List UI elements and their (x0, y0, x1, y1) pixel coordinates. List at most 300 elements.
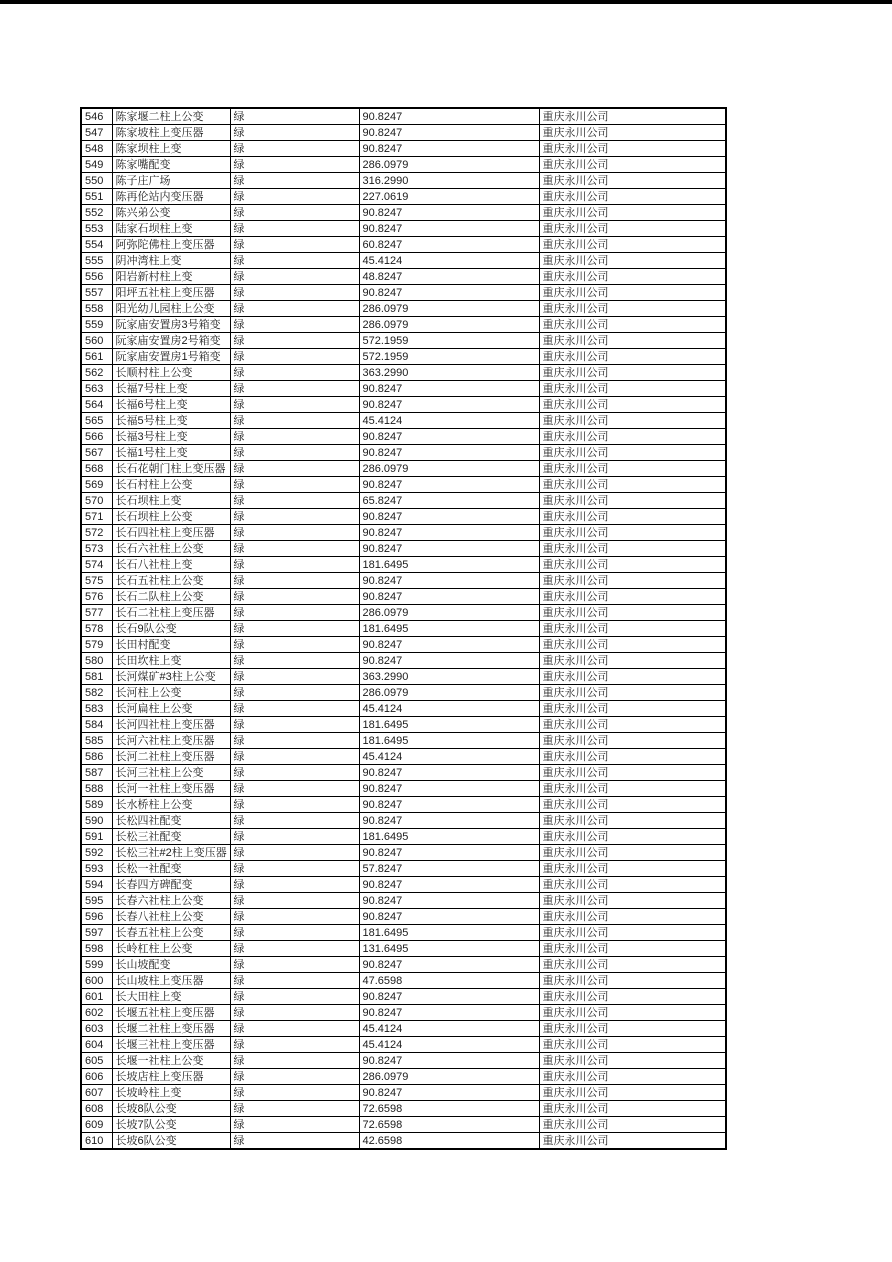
table-row (81, 733, 726, 749)
cell-device-name: 长石9队公变 (112, 621, 230, 637)
cell-status-green: 绿 (230, 1021, 359, 1037)
cell-status-green: 绿 (230, 733, 359, 749)
cell-row-number: 580 (81, 653, 112, 669)
cell-company: 重庆永川公司 (539, 237, 726, 253)
cell-company: 重庆永川公司 (539, 957, 726, 973)
table-row (81, 813, 726, 829)
cell-value: 90.8247 (359, 893, 539, 909)
cell-row-number: 600 (81, 973, 112, 989)
cell-company: 重庆永川公司 (539, 541, 726, 557)
table-row (81, 989, 726, 1005)
cell-value: 45.4124 (359, 413, 539, 429)
cell-status-green: 绿 (230, 813, 359, 829)
table-row (81, 909, 726, 925)
cell-device-name: 阳坪五社柱上变压器 (112, 285, 230, 301)
cell-value: 90.8247 (359, 797, 539, 813)
cell-company: 重庆永川公司 (539, 829, 726, 845)
cell-device-name: 长石村柱上公变 (112, 477, 230, 493)
cell-value: 90.8247 (359, 957, 539, 973)
cell-device-name: 阳岩新村柱上变 (112, 269, 230, 285)
cell-device-name: 长松四社配变 (112, 813, 230, 829)
cell-row-number: 609 (81, 1117, 112, 1133)
cell-status-green: 绿 (230, 1037, 359, 1053)
cell-device-name: 长水桥柱上公变 (112, 797, 230, 813)
cell-value: 286.0979 (359, 317, 539, 333)
cell-row-number: 555 (81, 253, 112, 269)
table-row (81, 477, 726, 493)
cell-company: 重庆永川公司 (539, 477, 726, 493)
cell-value: 316.2990 (359, 173, 539, 189)
cell-company: 重庆永川公司 (539, 941, 726, 957)
cell-value: 227.0619 (359, 189, 539, 205)
cell-device-name: 陈兴弟公变 (112, 205, 230, 221)
cell-value: 90.8247 (359, 813, 539, 829)
cell-status-green: 绿 (230, 557, 359, 573)
cell-company: 重庆永川公司 (539, 205, 726, 221)
cell-row-number: 574 (81, 557, 112, 573)
cell-value: 45.4124 (359, 1037, 539, 1053)
cell-company: 重庆永川公司 (539, 269, 726, 285)
cell-company: 重庆永川公司 (539, 301, 726, 317)
cell-row-number: 559 (81, 317, 112, 333)
cell-row-number: 603 (81, 1021, 112, 1037)
cell-status-green: 绿 (230, 829, 359, 845)
cell-value: 572.1959 (359, 333, 539, 349)
cell-status-green: 绿 (230, 509, 359, 525)
cell-value: 90.8247 (359, 125, 539, 141)
cell-value: 90.8247 (359, 108, 539, 125)
cell-value: 572.1959 (359, 349, 539, 365)
table-row (81, 669, 726, 685)
cell-device-name: 长堰三社柱上变压器 (112, 1037, 230, 1053)
cell-value: 90.8247 (359, 781, 539, 797)
cell-value: 90.8247 (359, 509, 539, 525)
cell-device-name: 长石六社柱上公变 (112, 541, 230, 557)
cell-value: 45.4124 (359, 1021, 539, 1037)
cell-company: 重庆永川公司 (539, 813, 726, 829)
cell-device-name: 陈家坡柱上变压器 (112, 125, 230, 141)
table-row (81, 333, 726, 349)
cell-row-number: 591 (81, 829, 112, 845)
cell-status-green: 绿 (230, 1005, 359, 1021)
table-row (81, 509, 726, 525)
cell-status-green: 绿 (230, 189, 359, 205)
cell-status-green: 绿 (230, 157, 359, 173)
cell-company: 重庆永川公司 (539, 669, 726, 685)
cell-company: 重庆永川公司 (539, 589, 726, 605)
cell-row-number: 581 (81, 669, 112, 685)
table-row (81, 189, 726, 205)
cell-value: 90.8247 (359, 637, 539, 653)
cell-company: 重庆永川公司 (539, 317, 726, 333)
cell-device-name: 长福1号柱上变 (112, 445, 230, 461)
cell-status-green: 绿 (230, 877, 359, 893)
table-row (81, 429, 726, 445)
cell-company: 重庆永川公司 (539, 861, 726, 877)
cell-value: 90.8247 (359, 429, 539, 445)
cell-value: 45.4124 (359, 749, 539, 765)
table-row (81, 157, 726, 173)
cell-status-green: 绿 (230, 749, 359, 765)
cell-status-green: 绿 (230, 221, 359, 237)
cell-device-name: 长春五社柱上公变 (112, 925, 230, 941)
cell-row-number: 560 (81, 333, 112, 349)
cell-company: 重庆永川公司 (539, 189, 726, 205)
cell-status-green: 绿 (230, 669, 359, 685)
cell-device-name: 陈家嘴配变 (112, 157, 230, 173)
cell-status-green: 绿 (230, 445, 359, 461)
table-row (81, 845, 726, 861)
cell-company: 重庆永川公司 (539, 765, 726, 781)
table-row (81, 1101, 726, 1117)
cell-device-name: 长石花朝门柱上变压器 (112, 461, 230, 477)
cell-value: 286.0979 (359, 461, 539, 477)
cell-company: 重庆永川公司 (539, 173, 726, 189)
cell-value: 48.8247 (359, 269, 539, 285)
cell-value: 181.6495 (359, 925, 539, 941)
cell-device-name: 长春八社柱上公变 (112, 909, 230, 925)
cell-device-name: 长河六社柱上变压器 (112, 733, 230, 749)
cell-status-green: 绿 (230, 845, 359, 861)
cell-device-name: 长堰五社柱上变压器 (112, 1005, 230, 1021)
table-row (81, 749, 726, 765)
cell-status-green: 绿 (230, 973, 359, 989)
table-row (81, 365, 726, 381)
cell-device-name: 长山坡配变 (112, 957, 230, 973)
cell-row-number: 552 (81, 205, 112, 221)
data-table (80, 107, 727, 1150)
cell-company: 重庆永川公司 (539, 749, 726, 765)
cell-company: 重庆永川公司 (539, 509, 726, 525)
table-row (81, 861, 726, 877)
cell-row-number: 602 (81, 1005, 112, 1021)
cell-status-green: 绿 (230, 493, 359, 509)
table-row (81, 701, 726, 717)
cell-status-green: 绿 (230, 989, 359, 1005)
table-row (81, 461, 726, 477)
cell-company: 重庆永川公司 (539, 349, 726, 365)
cell-row-number: 578 (81, 621, 112, 637)
cell-status-green: 绿 (230, 1101, 359, 1117)
cell-device-name: 长山坡柱上变压器 (112, 973, 230, 989)
cell-status-green: 绿 (230, 333, 359, 349)
cell-device-name: 阮家庙安置房2号箱变 (112, 333, 230, 349)
cell-status-green: 绿 (230, 1085, 359, 1101)
cell-row-number: 583 (81, 701, 112, 717)
cell-device-name: 长河扁柱上公变 (112, 701, 230, 717)
cell-company: 重庆永川公司 (539, 1021, 726, 1037)
cell-row-number: 587 (81, 765, 112, 781)
table-row (81, 685, 726, 701)
cell-company: 重庆永川公司 (539, 141, 726, 157)
table-body (81, 108, 726, 1149)
table-row (81, 253, 726, 269)
table-row (81, 765, 726, 781)
cell-company: 重庆永川公司 (539, 221, 726, 237)
table-row (81, 413, 726, 429)
cell-row-number: 585 (81, 733, 112, 749)
cell-status-green: 绿 (230, 685, 359, 701)
cell-value: 181.6495 (359, 557, 539, 573)
cell-status-green: 绿 (230, 861, 359, 877)
cell-value: 90.8247 (359, 397, 539, 413)
page-top-edge-bar (0, 0, 892, 4)
cell-status-green: 绿 (230, 765, 359, 781)
table-row (81, 1069, 726, 1085)
table-row (81, 973, 726, 989)
cell-row-number: 592 (81, 845, 112, 861)
table-row (81, 397, 726, 413)
cell-device-name: 长松一社配变 (112, 861, 230, 877)
cell-value: 90.8247 (359, 221, 539, 237)
table-row (81, 1117, 726, 1133)
cell-value: 90.8247 (359, 1085, 539, 1101)
table-row (81, 637, 726, 653)
cell-device-name: 长石坝柱上公变 (112, 509, 230, 525)
cell-row-number: 595 (81, 893, 112, 909)
cell-status-green: 绿 (230, 125, 359, 141)
cell-company: 重庆永川公司 (539, 253, 726, 269)
cell-value: 90.8247 (359, 589, 539, 605)
cell-value: 363.2990 (359, 365, 539, 381)
cell-status-green: 绿 (230, 525, 359, 541)
cell-value: 90.8247 (359, 653, 539, 669)
cell-company: 重庆永川公司 (539, 653, 726, 669)
cell-status-green: 绿 (230, 317, 359, 333)
cell-status-green: 绿 (230, 893, 359, 909)
cell-value: 72.6598 (359, 1101, 539, 1117)
cell-company: 重庆永川公司 (539, 621, 726, 637)
cell-value: 90.8247 (359, 205, 539, 221)
cell-company: 重庆永川公司 (539, 925, 726, 941)
cell-status-green: 绿 (230, 541, 359, 557)
table-row (81, 541, 726, 557)
cell-status-green: 绿 (230, 461, 359, 477)
cell-device-name: 长大田柱上变 (112, 989, 230, 1005)
cell-row-number: 570 (81, 493, 112, 509)
cell-value: 90.8247 (359, 525, 539, 541)
cell-status-green: 绿 (230, 653, 359, 669)
cell-device-name: 长松三社配变 (112, 829, 230, 845)
cell-company: 重庆永川公司 (539, 973, 726, 989)
cell-status-green: 绿 (230, 381, 359, 397)
table-row (81, 349, 726, 365)
cell-device-name: 长石五社柱上公变 (112, 573, 230, 589)
cell-device-name: 长坡岭柱上变 (112, 1085, 230, 1101)
table-row (81, 445, 726, 461)
cell-device-name: 长坡8队公变 (112, 1101, 230, 1117)
cell-row-number: 605 (81, 1053, 112, 1069)
cell-value: 90.8247 (359, 877, 539, 893)
cell-company: 重庆永川公司 (539, 685, 726, 701)
cell-device-name: 长石坝柱上变 (112, 493, 230, 509)
cell-row-number: 548 (81, 141, 112, 157)
cell-status-green: 绿 (230, 429, 359, 445)
cell-status-green: 绿 (230, 301, 359, 317)
cell-device-name: 长石二队柱上公变 (112, 589, 230, 605)
cell-device-name: 长河三社柱上公变 (112, 765, 230, 781)
cell-row-number: 584 (81, 717, 112, 733)
cell-value: 60.8247 (359, 237, 539, 253)
table-row (81, 573, 726, 589)
table-row (81, 205, 726, 221)
cell-value: 90.8247 (359, 141, 539, 157)
cell-value: 90.8247 (359, 989, 539, 1005)
cell-value: 90.8247 (359, 1053, 539, 1069)
cell-row-number: 601 (81, 989, 112, 1005)
cell-status-green: 绿 (230, 1117, 359, 1133)
cell-device-name: 长河柱上公变 (112, 685, 230, 701)
cell-value: 286.0979 (359, 605, 539, 621)
cell-row-number: 594 (81, 877, 112, 893)
table-row (81, 269, 726, 285)
table-row (81, 829, 726, 845)
cell-value: 90.8247 (359, 909, 539, 925)
cell-value: 90.8247 (359, 541, 539, 557)
cell-company: 重庆永川公司 (539, 845, 726, 861)
cell-device-name: 长堰二社柱上变压器 (112, 1021, 230, 1037)
cell-row-number: 554 (81, 237, 112, 253)
cell-device-name: 长春六社柱上公变 (112, 893, 230, 909)
cell-row-number: 572 (81, 525, 112, 541)
cell-company: 重庆永川公司 (539, 781, 726, 797)
table-row (81, 237, 726, 253)
cell-row-number: 582 (81, 685, 112, 701)
table-row (81, 1053, 726, 1069)
cell-value: 181.6495 (359, 829, 539, 845)
cell-device-name: 长田坎柱上变 (112, 653, 230, 669)
cell-status-green: 绿 (230, 909, 359, 925)
cell-row-number: 604 (81, 1037, 112, 1053)
cell-device-name: 长河一社柱上变压器 (112, 781, 230, 797)
cell-status-green: 绿 (230, 621, 359, 637)
cell-company: 重庆永川公司 (539, 461, 726, 477)
table-row (81, 925, 726, 941)
cell-device-name: 长河四社柱上变压器 (112, 717, 230, 733)
cell-row-number: 568 (81, 461, 112, 477)
cell-company: 重庆永川公司 (539, 573, 726, 589)
cell-value: 47.6598 (359, 973, 539, 989)
table-row (81, 108, 726, 125)
cell-device-name: 长石二社柱上变压器 (112, 605, 230, 621)
cell-row-number: 553 (81, 221, 112, 237)
table-row (81, 893, 726, 909)
cell-company: 重庆永川公司 (539, 108, 726, 125)
cell-value: 90.8247 (359, 285, 539, 301)
cell-company: 重庆永川公司 (539, 909, 726, 925)
cell-value: 90.8247 (359, 1005, 539, 1021)
table-row (81, 1005, 726, 1021)
cell-company: 重庆永川公司 (539, 1085, 726, 1101)
cell-value: 90.8247 (359, 765, 539, 781)
cell-device-name: 长田村配变 (112, 637, 230, 653)
cell-row-number: 567 (81, 445, 112, 461)
cell-value: 45.4124 (359, 253, 539, 269)
cell-company: 重庆永川公司 (539, 333, 726, 349)
cell-row-number: 576 (81, 589, 112, 605)
cell-status-green: 绿 (230, 781, 359, 797)
table-row (81, 557, 726, 573)
cell-status-green: 绿 (230, 108, 359, 125)
cell-device-name: 长坡6队公变 (112, 1133, 230, 1150)
cell-row-number: 579 (81, 637, 112, 653)
cell-value: 90.8247 (359, 445, 539, 461)
table-row (81, 141, 726, 157)
table-row (81, 1133, 726, 1150)
table-row (81, 1037, 726, 1053)
table-row (81, 381, 726, 397)
cell-company: 重庆永川公司 (539, 1101, 726, 1117)
cell-device-name: 陈子庄广场 (112, 173, 230, 189)
cell-company: 重庆永川公司 (539, 893, 726, 909)
cell-value: 57.8247 (359, 861, 539, 877)
cell-value: 90.8247 (359, 381, 539, 397)
table-row (81, 781, 726, 797)
cell-row-number: 590 (81, 813, 112, 829)
cell-device-name: 长坡店柱上变压器 (112, 1069, 230, 1085)
cell-status-green: 绿 (230, 605, 359, 621)
cell-company: 重庆永川公司 (539, 157, 726, 173)
cell-status-green: 绿 (230, 957, 359, 973)
table-row (81, 877, 726, 893)
cell-row-number: 599 (81, 957, 112, 973)
cell-device-name: 长春四方碑配变 (112, 877, 230, 893)
cell-company: 重庆永川公司 (539, 285, 726, 301)
cell-device-name: 长河煤矿#3柱上公变 (112, 669, 230, 685)
cell-value: 181.6495 (359, 733, 539, 749)
cell-row-number: 596 (81, 909, 112, 925)
cell-row-number: 575 (81, 573, 112, 589)
cell-status-green: 绿 (230, 925, 359, 941)
table-row (81, 797, 726, 813)
cell-device-name: 阿弥陀佛柱上变压器 (112, 237, 230, 253)
table-row (81, 285, 726, 301)
cell-row-number: 606 (81, 1069, 112, 1085)
cell-company: 重庆永川公司 (539, 1117, 726, 1133)
cell-company: 重庆永川公司 (539, 125, 726, 141)
cell-value: 65.8247 (359, 493, 539, 509)
cell-company: 重庆永川公司 (539, 493, 726, 509)
cell-company: 重庆永川公司 (539, 1053, 726, 1069)
cell-company: 重庆永川公司 (539, 413, 726, 429)
cell-company: 重庆永川公司 (539, 365, 726, 381)
cell-device-name: 长石四社柱上变压器 (112, 525, 230, 541)
cell-company: 重庆永川公司 (539, 1069, 726, 1085)
cell-row-number: 589 (81, 797, 112, 813)
cell-company: 重庆永川公司 (539, 397, 726, 413)
cell-row-number: 569 (81, 477, 112, 493)
cell-device-name: 长石八社柱上变 (112, 557, 230, 573)
cell-company: 重庆永川公司 (539, 877, 726, 893)
cell-value: 286.0979 (359, 301, 539, 317)
cell-device-name: 阳光幼儿园柱上公变 (112, 301, 230, 317)
cell-device-name: 陈家坝柱上变 (112, 141, 230, 157)
cell-device-name: 陈再伦站内变压器 (112, 189, 230, 205)
table-row (81, 717, 726, 733)
cell-status-green: 绿 (230, 941, 359, 957)
cell-status-green: 绿 (230, 349, 359, 365)
cell-status-green: 绿 (230, 285, 359, 301)
cell-row-number: 564 (81, 397, 112, 413)
cell-row-number: 571 (81, 509, 112, 525)
cell-company: 重庆永川公司 (539, 1005, 726, 1021)
cell-status-green: 绿 (230, 589, 359, 605)
cell-company: 重庆永川公司 (539, 637, 726, 653)
cell-row-number: 573 (81, 541, 112, 557)
cell-status-green: 绿 (230, 397, 359, 413)
table-row (81, 653, 726, 669)
cell-status-green: 绿 (230, 237, 359, 253)
